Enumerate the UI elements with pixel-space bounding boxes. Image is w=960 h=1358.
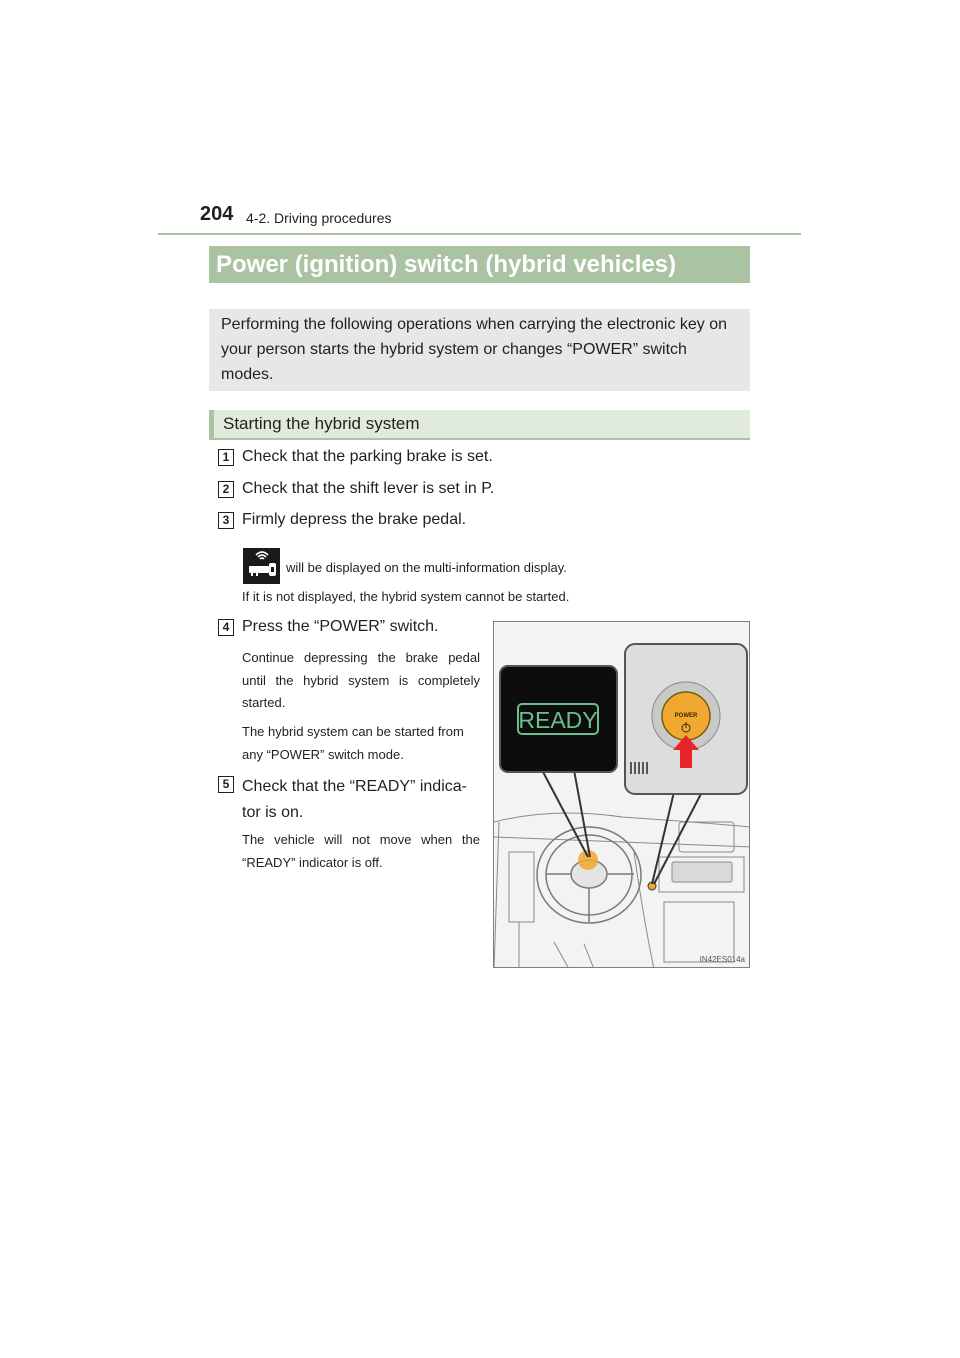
intro-text: Performing the following operations when carrying the electronic key on your person starts the hybrid system or changes “POWER” switch modes. [221, 316, 728, 383]
step-text-4: Press the “POWER” switch. [242, 618, 439, 635]
step-number-4: 4 [218, 619, 234, 636]
step5-note: The vehicle will not move when the “READY” indicator is off. [242, 832, 480, 870]
subsection-heading: Starting the hybrid system [209, 410, 750, 440]
step-number-3: 3 [218, 512, 234, 529]
section-reference: 4-2. Driving procedures [246, 210, 392, 226]
page-title: Power (ignition) switch (hybrid vehicles) [209, 246, 750, 283]
page-number: 204 [200, 203, 234, 225]
dashboard-drawing [494, 622, 750, 968]
ready-indicator-label: READY [518, 707, 598, 733]
not-displayed-note: If it is not displayed, the hybrid system cannot be started. [242, 589, 570, 604]
step-text-5: Check that the “READY” indica-tor is on. [242, 778, 467, 821]
step-text-1: Check that the parking brake is set. [242, 448, 493, 465]
figure-code: IN42ES014a [699, 955, 745, 964]
step4-note-2: The hybrid system can be started from any “POWER” switch mode. [242, 724, 464, 762]
key-indicator-icon [243, 548, 280, 584]
step-number-2: 2 [218, 481, 234, 498]
display-note: will be displayed on the multi-information display. [286, 560, 567, 575]
step-number-5: 5 [218, 776, 234, 793]
dashboard-illustration [493, 621, 750, 968]
intro-box [209, 309, 750, 391]
header-rule [158, 233, 801, 235]
step-text-3: Firmly depress the brake pedal. [242, 511, 467, 528]
step-number-1: 1 [218, 449, 234, 466]
step4-note-1: Continue depressing the brake pedal until the hybrid system is completely started. [242, 650, 480, 710]
power-button-label: POWER [674, 713, 698, 719]
step-text-2: Check that the shift lever is set in P. [242, 480, 495, 497]
